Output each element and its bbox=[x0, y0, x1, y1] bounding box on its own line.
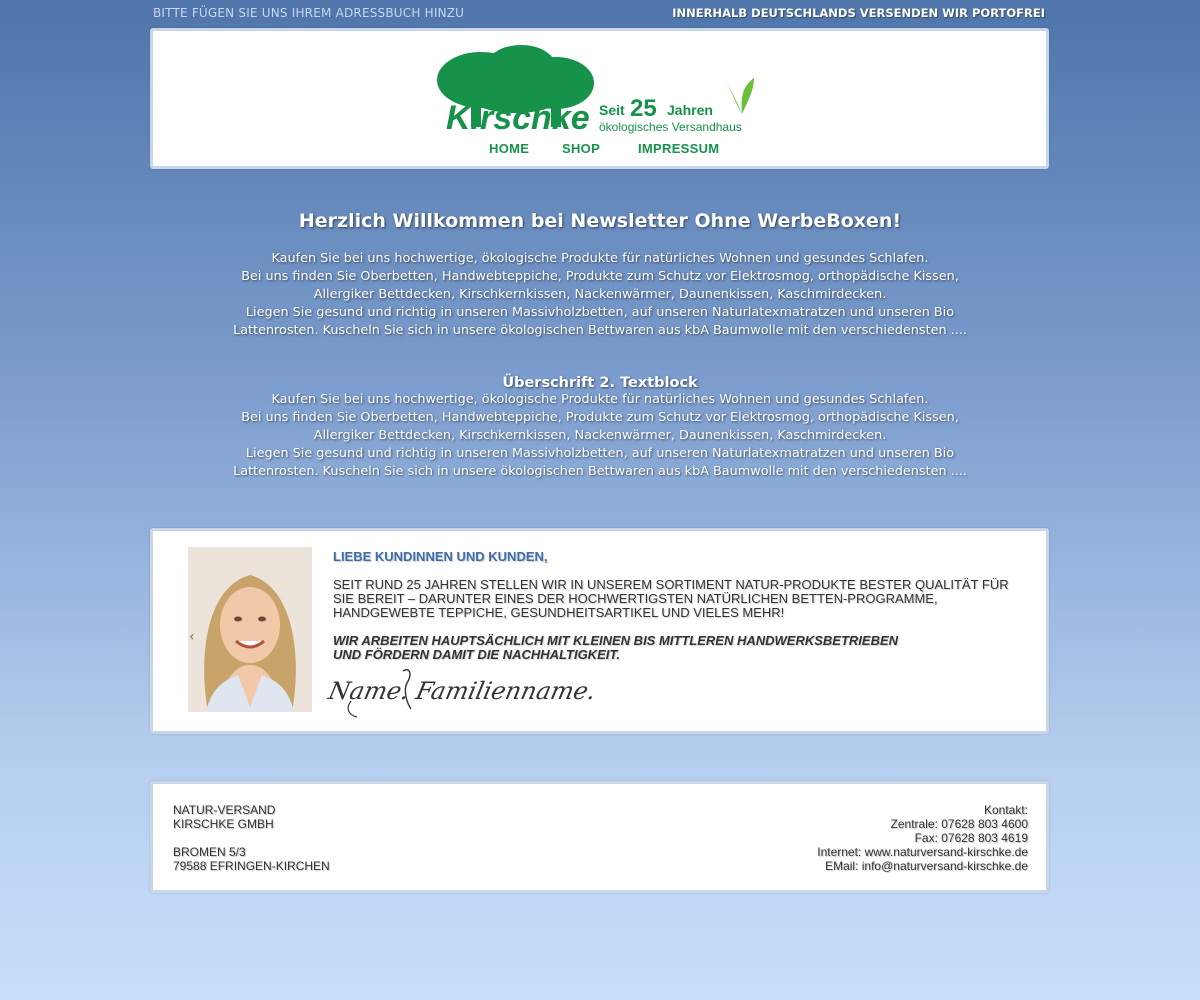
leaf-icon bbox=[726, 78, 754, 114]
intro-line: Kaufen Sie bei uns hochwertige, ökologische Produkte für natürliches Wohnen und gesundes Schlafen. bbox=[271, 251, 929, 266]
logo-tagline-text: ökologisches Versandhaus bbox=[599, 120, 742, 134]
nav-shop-link[interactable]: SHOP bbox=[562, 141, 601, 156]
portrait-photo bbox=[188, 547, 312, 712]
intro-line: Bei uns finden Sie Oberbetten, Handwebteppiche, Produkte zum Schutz vor Elektrosmog, orthopädische Kissen, bbox=[241, 269, 959, 284]
contact-info bbox=[817, 803, 1028, 873]
intro-line: Allergiker Bettdecken, Kirschkernkissen, Nackenwärmer, Daunenkissen, Kaschmirdecken. bbox=[313, 287, 887, 302]
address-line: NATUR-VERSAND bbox=[173, 803, 276, 817]
intro-line: Lattenrosten. Kuscheln Sie sich in unsere ökologischen Bettwaren aus kbA Baumwolle mit den verschiedensten .... bbox=[233, 464, 967, 479]
logo-jahren-text: Jahren bbox=[667, 102, 713, 118]
address-line: BROMEN 5/3 bbox=[173, 845, 246, 859]
footer bbox=[150, 781, 1049, 893]
address-line bbox=[173, 831, 330, 845]
letter-greeting: LIEBE KUNDINNEN UND KUNDEN, bbox=[333, 549, 548, 564]
letter-text bbox=[333, 549, 1023, 662]
intro-line: Liegen Sie gesund und richtig in unseren Massivholzbetten, auf unseren Naturlatexmatratzen und unseren Bio bbox=[245, 446, 955, 461]
contact-heading: Kontakt: bbox=[983, 803, 1028, 817]
contact-email-link[interactable]: EMail: info@naturversand-kirschke.de bbox=[825, 859, 1028, 873]
carousel-prev-icon[interactable]: ‹ bbox=[189, 629, 195, 645]
signature bbox=[326, 663, 599, 719]
nav-impressum-link[interactable]: IMPRESSUM bbox=[638, 141, 720, 156]
kirschke-logo[interactable] bbox=[436, 45, 756, 135]
intro-line: Lattenrosten. Kuscheln Sie sich in unsere ökologischen Bettwaren aus kbA Baumwolle mit den verschiedensten .... bbox=[233, 323, 967, 338]
letter-emphasis: WIR ARBEITEN HAUPTSÄCHLICH MIT KLEINEN BIS MITTLEREN HANDWERKSBETRIEBEN UND FÖRDERN DAMIT DIE NACHHALTIGKEIT. bbox=[333, 633, 899, 662]
intro-line: Allergiker Bettdecken, Kirschkernkissen, Nackenwärmer, Daunenkissen, Kaschmirdecken. bbox=[313, 428, 887, 443]
logo-seit-text: Seit bbox=[599, 102, 625, 118]
logo-brand-text: Kirschke bbox=[446, 99, 590, 137]
contact-phone: Zentrale: 07628 803 4600 bbox=[890, 817, 1028, 831]
contact-website-link[interactable]: Internet: www.naturversand-kirschke.de bbox=[817, 845, 1028, 859]
intro-line: Kaufen Sie bei uns hochwertige, ökologische Produkte für natürliches Wohnen und gesundes Schlafen. bbox=[271, 392, 929, 407]
contact-fax: Fax: 07628 803 4619 bbox=[914, 831, 1028, 845]
address-line: 79588 EFRINGEN-KIRCHEN bbox=[173, 859, 330, 873]
intro-block bbox=[200, 210, 1000, 340]
free-shipping-notice: INNERHALB DEUTSCHLANDS VERSENDEN WIR PORTOFREI bbox=[672, 6, 1045, 20]
logo-number-text: 25 bbox=[630, 95, 657, 122]
intro-line: Bei uns finden Sie Oberbetten, Handwebteppiche, Produkte zum Schutz vor Elektrosmog, orthopädische Kissen, bbox=[241, 410, 959, 425]
section-subtitle: Überschrift 2. Textblock bbox=[502, 375, 698, 391]
address-line: KIRSCHKE GMBH bbox=[173, 817, 274, 831]
intro-line: Liegen Sie gesund und richtig in unseren Massivholzbetten, auf unseren Naturlatexmatratzen und unseren Bio bbox=[245, 305, 955, 320]
letter-paragraph: SEIT RUND 25 JAHREN STELLEN WIR IN UNSEREM SORTIMENT NATUR-PRODUKTE BESTER QUALITÄT FÜR SIE BEREIT – DARUNTER EINES DER HOCHWERTIGSTEN NATÜRLICHEN BETTEN-PROGRAMME, HANDGEWEBTE TEPPICHE, GESUNDHEITSARTIKEL UND VIELES MEHR! bbox=[333, 577, 1009, 620]
nav-home-link[interactable]: HOME bbox=[489, 141, 530, 156]
add-to-addressbook-link[interactable]: BITTE FÜGEN SIE UNS IHREM ADRESSBUCH HINZU bbox=[153, 6, 465, 20]
company-address bbox=[173, 803, 330, 873]
main-nav bbox=[153, 141, 1046, 161]
header bbox=[150, 28, 1049, 169]
second-text-block bbox=[200, 375, 1000, 481]
welcome-letter-box bbox=[150, 528, 1049, 734]
svg-text:Name. Familienname.: Name. Familienname. bbox=[326, 676, 599, 705]
page-title: Herzlich Willkommen bei Newsletter Ohne WerbeBoxen! bbox=[298, 210, 902, 232]
top-bar bbox=[153, 6, 1045, 22]
